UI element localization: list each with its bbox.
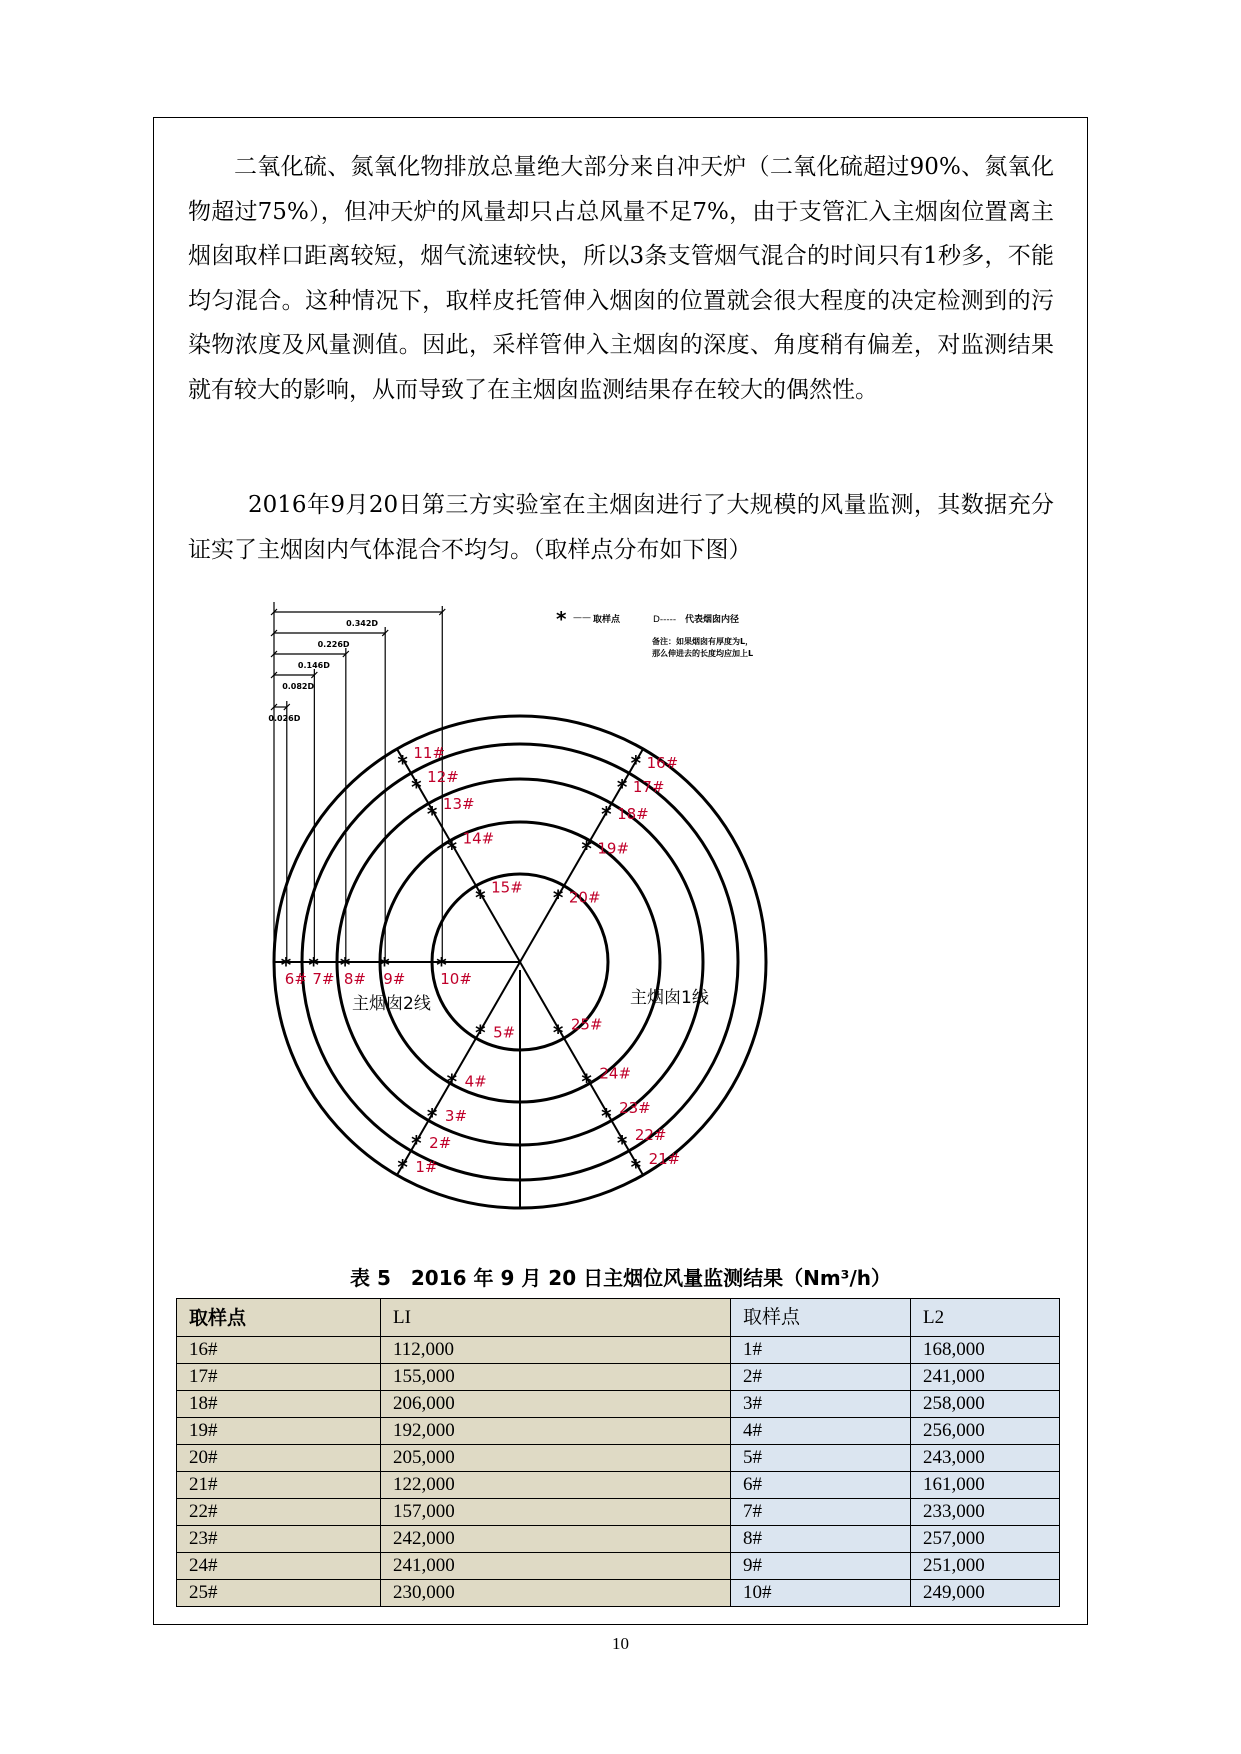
point-marker-icon: *	[552, 885, 564, 910]
note-line-1: 备注：如果烟囱有厚度为L，	[652, 637, 754, 646]
point-label-14: 14#	[462, 829, 495, 848]
point-marker-icon: *	[397, 1154, 408, 1179]
cell-value-l1: 155,000	[381, 1364, 731, 1391]
cell-point-l1: 18#	[177, 1391, 381, 1418]
cell-point-l1: 24#	[177, 1553, 381, 1580]
cell-point-l2: 3#	[731, 1391, 911, 1418]
header-point-l1: 取样点	[177, 1299, 381, 1337]
cell-value-l1: 205,000	[381, 1445, 731, 1472]
cell-point-l1: 19#	[177, 1418, 381, 1445]
cell-value-l2: 243,000	[911, 1445, 1060, 1472]
point-label-2: 2#	[429, 1134, 452, 1153]
point-label-8: 8#	[343, 970, 366, 988]
point-marker-icon: *	[411, 774, 422, 799]
header-l2: L2	[911, 1299, 1060, 1337]
point-marker-icon: *	[379, 953, 390, 977]
point-label-10: 10#	[440, 970, 472, 988]
point-marker-icon: *	[601, 802, 612, 827]
point-label-23: 23#	[619, 1098, 651, 1117]
point-marker-icon: *	[446, 1069, 458, 1094]
note-line-2: 那么伸进去的长度均应加上L	[652, 649, 754, 658]
cell-point-l1: 20#	[177, 1445, 381, 1472]
dimension-label: 0.226D	[317, 640, 350, 649]
cell-point-l1: 17#	[177, 1364, 381, 1391]
cell-value-l2: 233,000	[911, 1499, 1060, 1526]
header-l1: LI	[381, 1299, 731, 1337]
cell-point-l2: 9#	[731, 1553, 911, 1580]
page-number: 10	[612, 1634, 629, 1653]
point-marker-icon: *	[280, 953, 292, 977]
cell-point-l1: 22#	[177, 1499, 381, 1526]
table-row	[177, 1526, 1060, 1553]
point-label-4: 4#	[464, 1072, 487, 1091]
point-label-15: 15#	[491, 878, 523, 897]
point-label-7: 7#	[312, 970, 335, 988]
dimension-label: 0.342D	[346, 619, 379, 628]
dimension-label: 0.146D	[297, 661, 330, 670]
point-label-22: 22#	[634, 1126, 667, 1145]
cell-point-l2: 5#	[731, 1445, 911, 1472]
point-marker-icon: *	[581, 1069, 592, 1094]
cell-point-l2: 4#	[731, 1418, 911, 1445]
cell-value-l1: 206,000	[381, 1391, 731, 1418]
sampling-point-diagram	[268, 602, 895, 1232]
table-header-row	[177, 1299, 1060, 1337]
table-row	[177, 1553, 1060, 1580]
point-marker-icon: *	[475, 885, 486, 910]
line1-label: 主烟囱1线	[630, 988, 709, 1008]
point-marker-icon: *	[339, 953, 351, 977]
cell-point-l1: 25#	[177, 1580, 381, 1607]
point-marker-icon: *	[616, 1131, 628, 1156]
point-marker-icon: *	[630, 1154, 642, 1179]
point-marker-icon: *	[552, 1020, 564, 1045]
point-marker-icon: *	[446, 836, 458, 861]
paragraph-2: 2016年9月20日第三方实验室在主烟囱进行了大规模的风量监测，其数据充分证实了主烟囱内气体混合不均匀。（取样点分布如下图）	[188, 492, 1054, 563]
cell-value-l2: 258,000	[911, 1391, 1060, 1418]
point-marker-icon: *	[426, 802, 438, 827]
header-point-l2: 取样点	[731, 1299, 911, 1337]
cell-point-l2: 2#	[731, 1364, 911, 1391]
point-label-12: 12#	[427, 767, 459, 786]
point-label-13: 13#	[442, 795, 475, 814]
cell-value-l2: 251,000	[911, 1553, 1060, 1580]
point-label-16: 16#	[646, 754, 679, 773]
point-label-17: 17#	[632, 777, 665, 796]
point-label-19: 19#	[597, 839, 630, 858]
cell-value-l2: 241,000	[911, 1364, 1060, 1391]
cell-point-l2: 6#	[731, 1472, 911, 1499]
cell-value-l2: 249,000	[911, 1580, 1060, 1607]
table-row	[177, 1499, 1060, 1526]
cell-value-l1: 230,000	[381, 1580, 731, 1607]
table-row	[177, 1580, 1060, 1607]
table-row	[177, 1337, 1060, 1364]
point-marker-icon: *	[397, 751, 408, 776]
cell-value-l1: 112,000	[381, 1337, 731, 1364]
point-label-21: 21#	[648, 1149, 681, 1168]
cell-point-l2: 7#	[731, 1499, 911, 1526]
table-row	[177, 1445, 1060, 1472]
point-label-24: 24#	[599, 1064, 632, 1083]
legend-star-icon: *	[556, 607, 567, 631]
cell-value-l2: 257,000	[911, 1526, 1060, 1553]
cell-value-l1: 157,000	[381, 1499, 731, 1526]
line2-label: 主烟囱2线	[352, 994, 431, 1014]
legend-point-label: 取样点	[593, 615, 621, 625]
paragraph-1: 二氧化硫、氮氧化物排放总量绝大部分来自冲天炉（二氧化硫超过90%、氮氧化物超过75%），但冲天炉的风量却只占总风量不足7%，由于支管汇入主烟囱位置离主烟囱取样口距离较短，烟气流速较快，所以3条支管烟气混合的时间只有1秒多，不能均匀混合。这种情况下，取样皮托管伸入烟囱的位置就会很大程度的决定检测到的污染物浓度及风量测值。因此，采样管伸入主烟囱的深度、角度稍有偏差，对监测结果就有较大的影响，从而导致了在主烟囱监测结果存在较大的偶然性。	[188, 154, 1054, 403]
cell-point-l2: 8#	[731, 1526, 911, 1553]
cell-value-l1: 241,000	[381, 1553, 731, 1580]
cell-value-l1: 242,000	[381, 1526, 731, 1553]
cell-point-l1: 16#	[177, 1337, 381, 1364]
cell-value-l2: 168,000	[911, 1337, 1060, 1364]
point-label-5: 5#	[493, 1023, 516, 1042]
point-label-1: 1#	[415, 1157, 438, 1176]
point-marker-icon: *	[616, 774, 628, 799]
table-row	[177, 1472, 1060, 1499]
table-row	[177, 1391, 1060, 1418]
table-caption: 表 5 2016 年 9 月 20 日主烟位风量监测结果（Nm³/h）	[350, 1266, 891, 1290]
cell-point-l1: 23#	[177, 1526, 381, 1553]
svg-text:D-----: D-----	[653, 615, 677, 625]
point-label-18: 18#	[617, 805, 649, 824]
cell-value-l2: 161,000	[911, 1472, 1060, 1499]
point-label-25: 25#	[570, 1015, 603, 1034]
point-marker-icon: *	[630, 751, 642, 776]
point-marker-icon: *	[475, 1020, 486, 1045]
cell-value-l1: 192,000	[381, 1418, 731, 1445]
point-marker-icon: *	[308, 953, 319, 977]
point-label-20: 20#	[568, 888, 601, 907]
cell-value-l2: 256,000	[911, 1418, 1060, 1445]
point-marker-icon: *	[601, 1103, 612, 1128]
point-marker-icon: *	[581, 836, 592, 861]
table-row	[177, 1364, 1060, 1391]
results-table	[176, 1298, 1060, 1607]
dimension-label: 0.026D	[268, 714, 301, 723]
point-label-6: 6#	[284, 970, 307, 988]
legend-d-label: 代表烟囱内径	[685, 615, 740, 625]
point-label-9: 9#	[383, 970, 406, 988]
cell-point-l2: 1#	[731, 1337, 911, 1364]
point-marker-icon: *	[436, 953, 447, 977]
table-row	[177, 1418, 1060, 1445]
dimension-label: 0.082D	[282, 682, 315, 691]
cell-value-l1: 122,000	[381, 1472, 731, 1499]
cell-point-l2: 10#	[731, 1580, 911, 1607]
svg-text:——: ——	[573, 613, 591, 623]
cell-point-l1: 21#	[177, 1472, 381, 1499]
point-marker-icon: *	[411, 1131, 422, 1156]
point-marker-icon: *	[426, 1103, 438, 1128]
point-label-3: 3#	[444, 1106, 468, 1125]
point-label-11: 11#	[413, 744, 446, 763]
